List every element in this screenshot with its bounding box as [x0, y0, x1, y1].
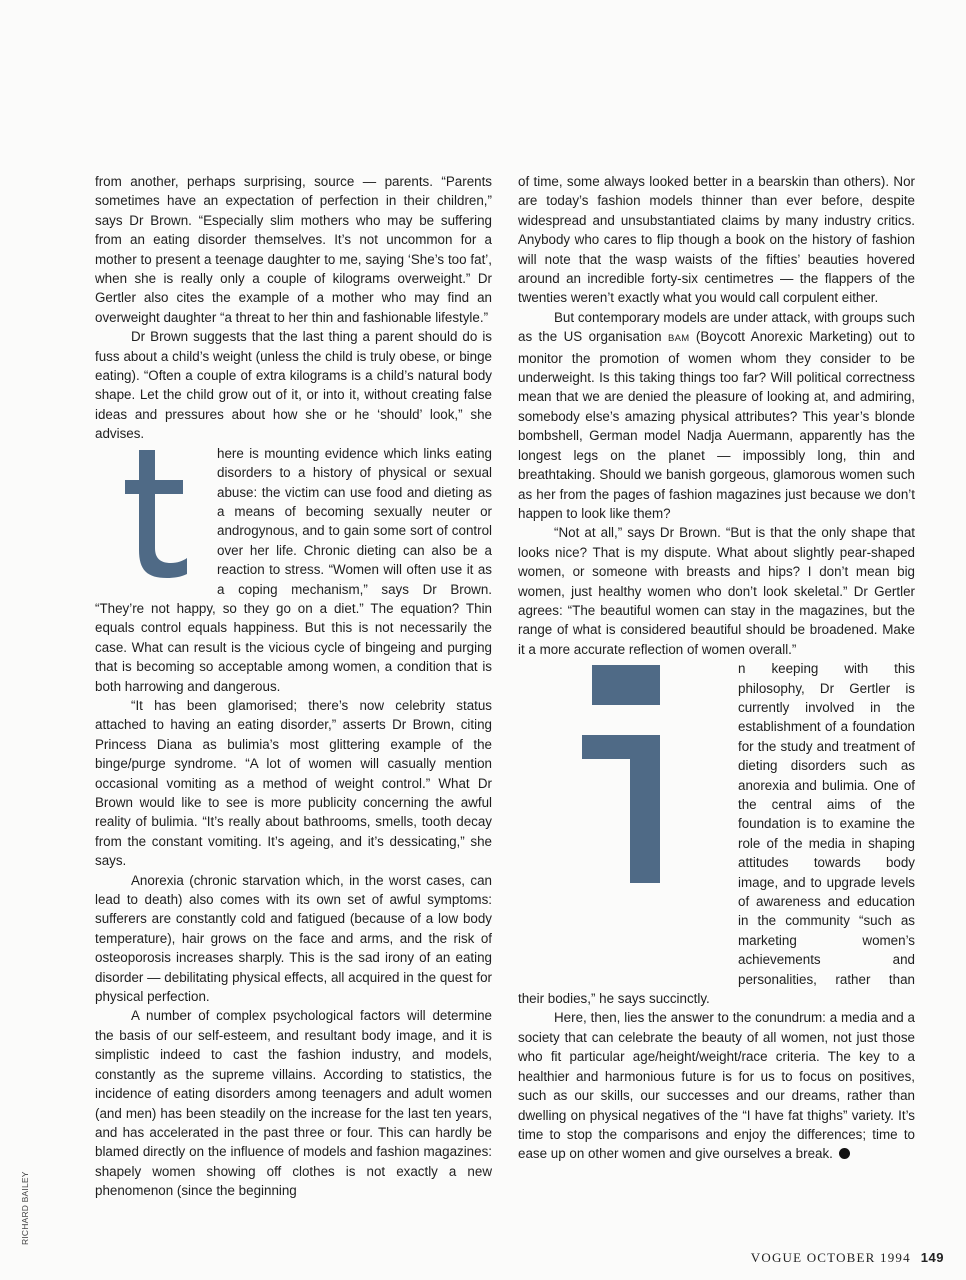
paragraph: from another, perhaps surprising, source — parents. “Parents sometimes have an expectation of perfection in their children,” says Dr Brown. “Especially slim mothers who may be suffering from an eating disorder themselves. It’s not uncommon for a mother to present a teenage daughter to me, saying ‘She’s too fat’, when she is really only a couple of kilograms overweight.” Dr Gertler also cites the example of a mother who may find an overweight daughter “a threat to her thin and fashionable lifestyle.”	[95, 174, 492, 325]
left-column	[95, 172, 492, 1201]
end-mark-icon	[839, 1148, 850, 1159]
paragraph: n keeping with this philosophy, Dr Gertler is currently involved in the establishment of a foundation for the study and treatment of dieting disorders such as anorexia and bulimia. One of the central aims of the foundation is to examine the role of the media in shaping attitudes towards body image, and to upgrade levels of awareness and education in the community “such as marketing women’s achievements and personalities, rather than their bodies,” he says succinctly.	[518, 661, 915, 1007]
photo-credit: RICHARD BAILEY	[20, 1171, 30, 1245]
paragraph: Dr Brown suggests that the last thing a parent should do is fuss about a child’s weight (unless the child is truly obese, or binge eating). “Often a couple of extra kilograms is a child’s natural body shape. Let the child grow out of it, or into it, without creating false ideas and pressures about how she or he ‘should’ look,” she advises.	[95, 329, 492, 442]
paragraph: Here, then, lies the answer to the conundrum: a media and a society that can celebrate the beauty of all women, not just those who fit particular age/height/weight/race criteria. The key to a healthier and harmonious future is for us to focus on positives, such as our skills, our successes and our dreams, rather than dwelling on physical negatives of the “I have fat thighs” variety. It’s time to stop the comparisons and enjoy the differences; time to ease up on other women and give ourselves a break.	[518, 1010, 915, 1162]
drop-cap-t	[95, 450, 213, 585]
acronym: BAM	[667, 333, 690, 345]
paragraph: A number of complex psychological factors will determine the basis of our self-esteem, and resultant body image, and it is simplistic indeed to cast the fashion industry, and models, constantly as the supreme villains. According to statistics, the incidence of eating disorders among teenagers and adult women (and men) has been steadily on the increase for the last ten years, and has accelerated in the past three or four. This can hardly be blamed directly on the influence of models and fashion magazines: shapely women showing off clothes is not exactly a new phenomenon (since the beginning	[95, 1008, 492, 1199]
page-footer	[751, 1250, 944, 1266]
paragraph: “Not at all,” says Dr Brown. “But is that the only shape that looks nice? That is my dispute. What about slightly pear-shaped women, or someone with breasts and hips? I don’t mean big women, just healthy women who don’t look skeletal.” Dr Gertler agrees: “The beautiful women can stay in the magazines, but the range of what is considered beautiful should be broadened. Make it a more accurate reflection of women overall.”	[518, 525, 915, 657]
drop-cap-i	[518, 663, 734, 983]
page-number: 149	[920, 1250, 944, 1265]
paragraph: of time, some always looked better in a bearskin than others). Nor are today’s fashion models thinner than ever before, despite widespread and unsubstantiated claims by many industry critics. Anybody who cares to flip though a book on the history of fashion will note that the wasp waists of the fifties’ beauties hovered around an incredible forty-six centimetres — the flappers of the twenties weren’t exactly what you would call corpulent either.	[518, 174, 915, 306]
right-column	[518, 172, 915, 1164]
magazine-issue: VOGUE OCTOBER 1994	[750, 1250, 911, 1265]
paragraph: Anorexia (chronic starvation which, in the worst cases, can lead to death) also comes with its own set of awful symptoms: sufferers are constantly cold and fatigued (because of a low body temperature), hair grows on the face and arms, and the risk of osteoporosis increases sharply. This is the sad irony of an eating disorder — debilitating physical effects, all acquired in the quest for physical perfection.	[95, 872, 492, 1005]
paragraph: But contemporary models are under attack, with groups such as the US organisation BAM (Boycott Anorexic Marketing) out to monitor the promotion of women whom they consider to be underweight. Is this taking things too far? Will political correctness mean that we are denied the pleasure of looking at, and admiring, somebody else’s amazing physical attributes? This year’s blonde bombshell, German model Nadja Auermann, apparently has the longest legs on the planet — impossibly long, thin and breathtaking. Should we banish gorgeous, glamorous women such as her from the pages of fashion magazines just because we don’t happen to look like them?	[518, 309, 915, 521]
paragraph: here is mounting evidence which links eating disorders to a history of physical or sexual abuse: the victim can use food and dieting as a means of becoming sexually neuter or androgynous, and to gain some sort of control over her life. Chronic dieting can also be a reaction to stress. “Women will often use it as a coping mechanism,” says Dr Brown. “They’re not happy, so they go on a diet.” The equation? Thin equals control equals happiness. But this is not necessarily the case. What can result is the vicious cycle of bingeing and purging that is becoming so acceptable among women, a condition that is both harrowing and dangerous.	[95, 445, 492, 694]
paragraph: “It has been glamorised; there’s now celebrity status attached to having an eating disorder,” asserts Dr Brown, citing Princess Diana as bulimia’s most glittering example of the binge/purge syndrome. “A lot of women will casually mention occasional vomiting as a method of weight control.” What Dr Brown would like to see is more publicity concerning the awful reality of bulimia. “It’s really about bathrooms, smells, tooth decay from the constant vomiting. It’s ageing, and it’s dessicating,” she says.	[95, 697, 492, 869]
